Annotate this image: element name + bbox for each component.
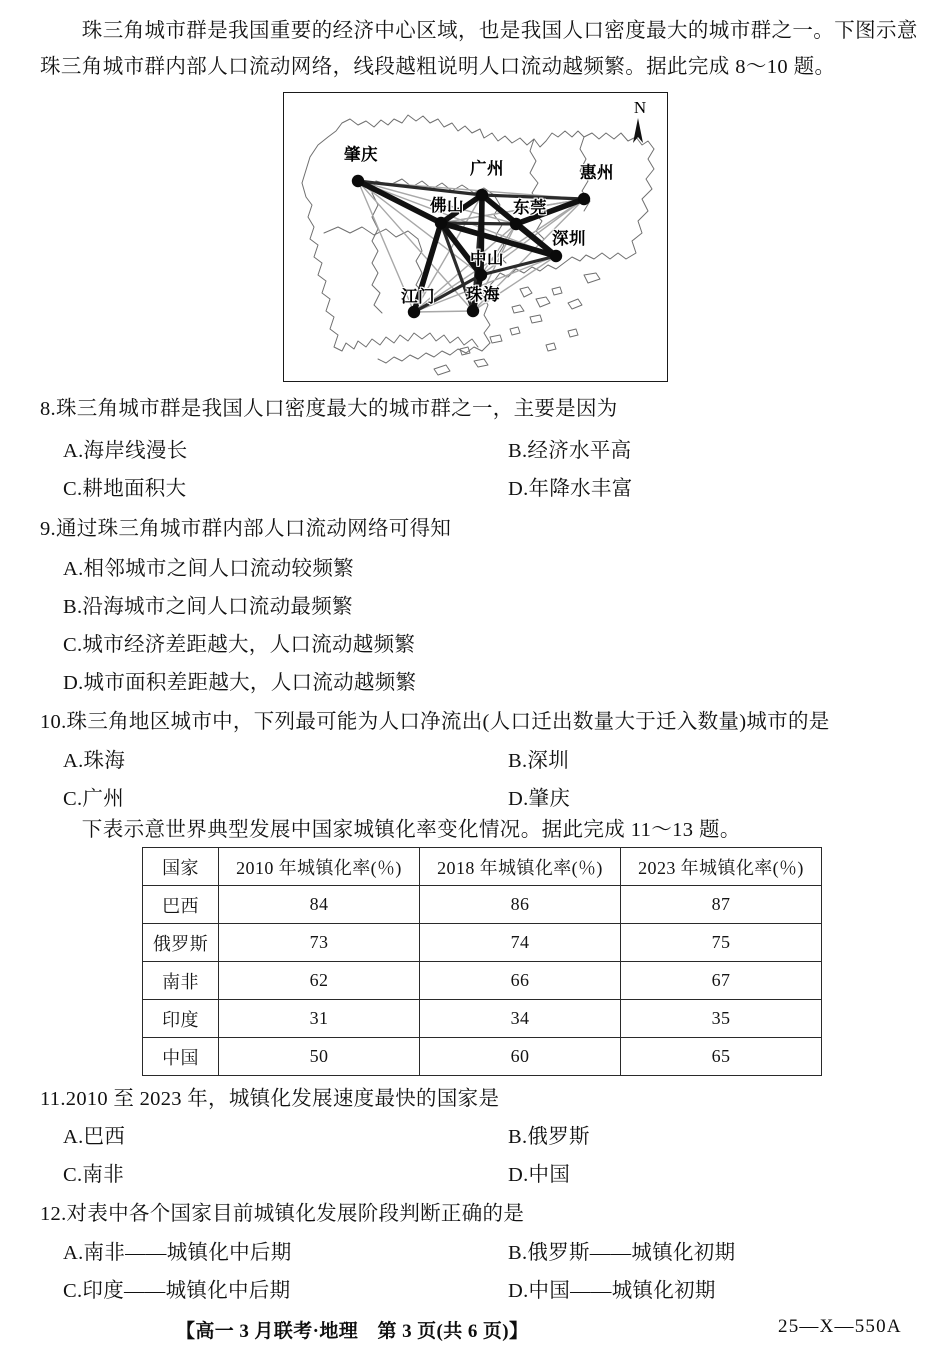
cell-2018: 86 <box>420 886 621 924</box>
question-11-stem: 11.2010 至 2023 年，城镇化发展速度最快的国家是 <box>40 1088 500 1110</box>
cell-2018: 34 <box>420 1000 621 1038</box>
question-8-stem: 8.珠三角城市群是我国人口密度最大的城市群之一，主要是因为 <box>40 398 618 420</box>
question-11-option-c[interactable]: C.南非 <box>63 1164 124 1186</box>
question-12-option-a[interactable]: A.南非——城镇化中后期 <box>63 1242 292 1264</box>
table-row <box>143 924 822 962</box>
compass-north-label: N <box>633 98 647 117</box>
cell-2023: 75 <box>621 924 822 962</box>
table-row <box>143 1038 822 1076</box>
table-intro-text: 下表示意世界典型发展中国家城镇化率变化情况。据此完成 11～13 题。 <box>40 819 741 841</box>
question-9-option-a[interactable]: A.相邻城市之间人口流动较频繁 <box>63 558 354 580</box>
population-flow-map <box>283 92 668 382</box>
question-10-option-d[interactable]: D.肇庆 <box>508 788 571 810</box>
question-8-option-b[interactable]: B.经济水平高 <box>508 440 632 462</box>
question-12-option-d[interactable]: D.中国——城镇化初期 <box>508 1280 716 1302</box>
question-12-stem: 12.对表中各个国家目前城镇化发展阶段判断正确的是 <box>40 1203 525 1225</box>
question-12-option-c[interactable]: C.印度——城镇化中后期 <box>63 1280 291 1302</box>
cell-country: 印度 <box>143 1000 219 1038</box>
question-11-option-d[interactable]: D.中国 <box>508 1164 571 1186</box>
city-label-zhuhai: 珠海 <box>466 285 500 304</box>
question-8-option-d[interactable]: D.年降水丰富 <box>508 478 633 500</box>
cell-2018: 74 <box>420 924 621 962</box>
compass-rose <box>627 99 653 145</box>
table-header-2018: 2018 年城镇化率(％) <box>420 848 621 886</box>
city-label-shenzhen: 深圳 <box>552 229 586 248</box>
city-label-foshan: 佛山 <box>430 196 464 215</box>
north-arrow-icon <box>627 117 649 145</box>
question-8-option-a[interactable]: A.海岸线漫长 <box>63 440 188 462</box>
cell-2010: 84 <box>219 886 420 924</box>
table-header-row <box>143 848 822 886</box>
cell-2023: 87 <box>621 886 822 924</box>
question-10-option-b[interactable]: B.深圳 <box>508 750 569 772</box>
question-9-stem: 9.通过珠三角城市群内部人口流动网络可得知 <box>40 518 452 540</box>
table-header-country: 国家 <box>143 848 219 886</box>
cell-2023: 67 <box>621 962 822 1000</box>
cell-country: 俄罗斯 <box>143 924 219 962</box>
cell-2010: 73 <box>219 924 420 962</box>
cell-country: 南非 <box>143 962 219 1000</box>
cell-2010: 50 <box>219 1038 420 1076</box>
table-header-2010: 2010 年城镇化率(％) <box>219 848 420 886</box>
question-9-option-b[interactable]: B.沿海城市之间人口流动最频繁 <box>63 596 353 618</box>
table-row <box>143 962 822 1000</box>
question-12-option-b[interactable]: B.俄罗斯——城镇化初期 <box>508 1242 736 1264</box>
city-label-zhongshan: 中山 <box>470 249 504 268</box>
question-10-stem: 10.珠三角地区城市中，下列最可能为人口净流出(人口迁出数量大于迁入数量)城市的是 <box>40 711 830 733</box>
question-10-option-a[interactable]: A.珠海 <box>63 750 126 772</box>
cell-country: 中国 <box>143 1038 219 1076</box>
cell-2023: 65 <box>621 1038 822 1076</box>
table-row <box>143 886 822 924</box>
cell-2018: 60 <box>420 1038 621 1076</box>
cell-2018: 66 <box>420 962 621 1000</box>
question-9-option-c[interactable]: C.城市经济差距越大，人口流动越频繁 <box>63 634 416 656</box>
city-label-zhaoqing: 肇庆 <box>344 145 378 164</box>
cell-2010: 62 <box>219 962 420 1000</box>
cell-2023: 35 <box>621 1000 822 1038</box>
footer-paper-code: 25—X—550A <box>778 1316 902 1337</box>
city-label-huizhou: 惠州 <box>580 163 614 182</box>
question-9-option-d[interactable]: D.城市面积差距越大，人口流动越频繁 <box>63 672 417 694</box>
map-svg <box>284 93 666 380</box>
question-10-option-c[interactable]: C.广州 <box>63 788 124 810</box>
question-8-option-c[interactable]: C.耕地面积大 <box>63 478 187 500</box>
city-label-dongguan: 东莞 <box>513 198 547 217</box>
footer-page-info: 【高一 3 月联考·地理 第 3 页(共 6 页)】 <box>176 1321 529 1342</box>
intro-line-2: 珠三角城市群内部人口流动网络，线段越粗说明人口流动越频繁。据此完成 8～10 题。 <box>40 56 836 78</box>
question-11-option-b[interactable]: B.俄罗斯 <box>508 1126 590 1148</box>
intro-line-1: 珠三角城市群是我国重要的经济中心区域，也是我国人口密度最大的城市群之一。下图示意 <box>40 20 918 42</box>
table-header-2023: 2023 年城镇化率(％) <box>621 848 822 886</box>
city-label-guangzhou: 广州 <box>470 159 504 178</box>
cell-2010: 31 <box>219 1000 420 1038</box>
urbanization-rate-table <box>142 847 822 1076</box>
question-11-option-a[interactable]: A.巴西 <box>63 1126 126 1148</box>
table-row <box>143 1000 822 1038</box>
cell-country: 巴西 <box>143 886 219 924</box>
city-label-jiangmen: 江门 <box>401 287 435 306</box>
